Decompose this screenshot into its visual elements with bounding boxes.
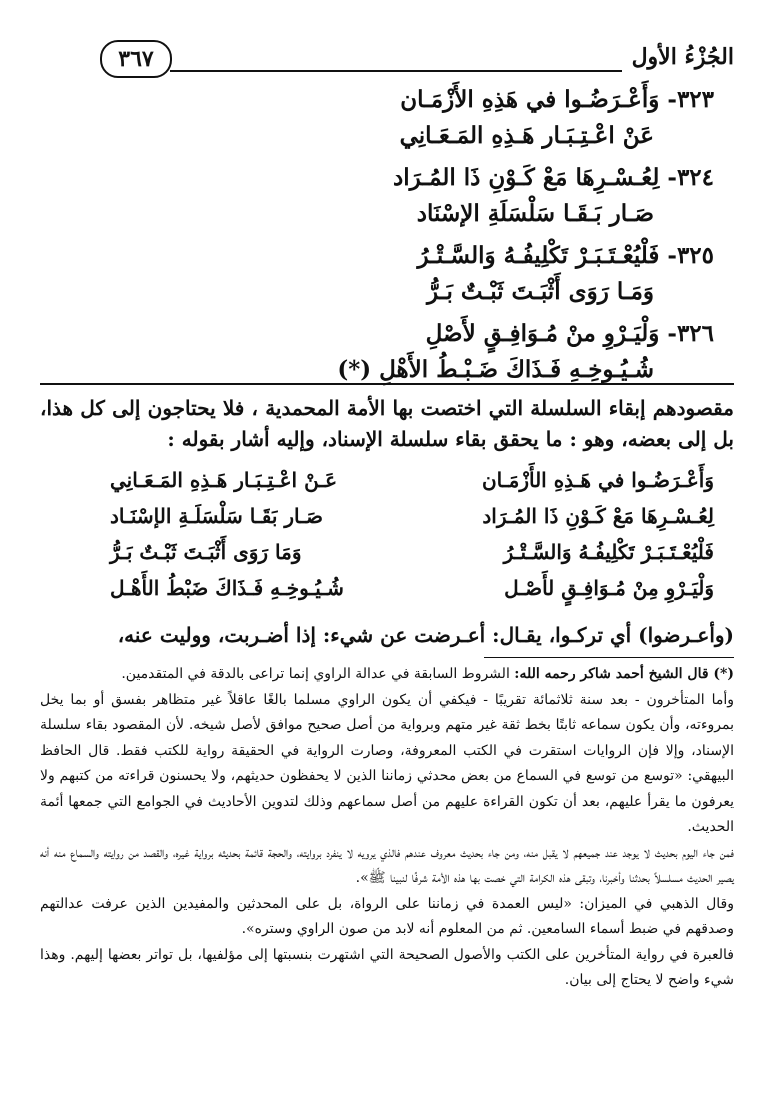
verse <box>120 86 714 164</box>
poem-row <box>110 504 714 540</box>
verse-line-2: وَمَـا رَوَى أَثْبَـتَ ثَبْـتٌ بَـرُّ <box>427 278 654 305</box>
hemistich-right: وَأَعْـرَضُـوا في هَـذِهِ الأَزْمَـان <box>481 468 714 492</box>
poem-row <box>110 468 714 504</box>
verse-number: ٣٢٥- <box>667 242 714 269</box>
verse <box>120 242 714 320</box>
part-title: الجُزْءُ الأول <box>631 44 734 70</box>
page-number: ٣٦٧ <box>100 40 172 78</box>
footnote-author: (*) قال الشيخ أحمد شاكر رحمه الله: <box>514 666 734 682</box>
footnote-rule <box>484 657 734 658</box>
verse-line-1: لِعُـسْـرِهَا مَعْ كَـوْنِ ذَا المُـرَاد <box>393 164 660 191</box>
commentary-paragraph: مقصودهم إبقاء السلسلة التي اختصت بها الأمة المحمدية ، فلا يحتاجون إلى كل هذا، بل إلى بعضه، وهو : ما يحقق بقاء سلسلة الإسناد، وإليه أشار بقوله : <box>40 396 734 451</box>
verse-number: ٣٢٦- <box>667 320 714 347</box>
commentary <box>40 393 734 455</box>
poem-row <box>110 576 714 612</box>
verse-line-2: صَـار بَـقَـا سَلْسَلَةِ الإسْنَاد <box>416 200 654 227</box>
verse <box>120 320 714 398</box>
footnote-paragraph <box>40 662 734 688</box>
hemistich-left: صَـار بَقَـا سَلْسَلَـةِ الإسْنَـاد <box>110 504 323 528</box>
hemistich-left: وَمَا رَوَى أَثْبَـتَ ثَبْـتٌ بَـرُّ <box>110 540 302 564</box>
verse-number: ٣٢٣- <box>667 86 714 113</box>
verse-line-1: وَأَعْـرَضُـوا في هَذِهِ الأَزْمَـان <box>400 86 660 113</box>
main-verses <box>120 86 714 398</box>
page-header <box>100 40 734 80</box>
verse-number: ٣٢٤- <box>667 164 714 191</box>
hemistich-right: فَلْيُعْـتَـبَـرْ تَكْلِيفُـهُ وَالسَّـتْـرُ <box>503 540 714 564</box>
footnote-paragraph: فالعبرة في رواية المتأخرين على الكتب والأصول الصحيحة التي اشتهرت بنسبتها إلى مؤلفيها، بل تواتر بعضها إليهم. وهذا شيء واضح لا يحتاج إلى بيان. <box>40 946 734 988</box>
header-rule <box>170 70 622 72</box>
footnote-paragraph: فمن جاء اليوم بحديث لا يوجد عند جميعهم لا يقبل منه، ومن جاء بحديث معروف عندهم فالذي يرويه لا ينفرد بروايته، والحجة قائمة بحديثه برواية غيره، والقصد من روايته والسماع منه أنه يصير الحديث مسلسلاً بحدثنا وأخبرنا، وتبقى هذه الكرامة التي خصت بها هذه الأمة شرفًا لنبينا ﷺ». <box>40 844 734 886</box>
verse-line-1: وَلْيَـرْوِ منْ مُـوَافِـقٍ لأَصْلِ <box>425 320 660 347</box>
verse <box>120 164 714 242</box>
section-divider <box>40 383 734 385</box>
poem-row <box>110 540 714 576</box>
commentary-continuation: (وأعـرضوا) أي تركـوا، يقـال: أعـرضت عن شيء: إذا أضـربت، ووليت عنه، <box>117 623 734 647</box>
hemistich-right: وَلْيَـرْوِ مِنْ مُـوَافِـقٍ لأَصْـل <box>504 576 714 600</box>
verse-line-2: شُـيُـوخِـهِ فَـذَاكَ ضَـبْـطُ الأَهْلِ (*) <box>337 356 654 383</box>
footnote-paragraph: وأما المتأخرون - بعد سنة ثلاثمائة تقريبًا - فيكفي أن يكون الراوي مسلما بالغًا عاقلاً غير متظاهر بفسق أو بما يخل بمروءته، وأن يكون سماعه ثابتًا بخط ثقة غير متهم وبرواية من أصل صحيح موافق لأصل شيخه. لأن المقصود بقاء سلسلة الإسناد، وإلا فإن الروايات استقرت في الكتب المعروفة، وصارت الرواية في الحقيقة رواية للكتب فقط. قال الحافظ البيهقي: «توسع من توسع في السماع من بعض محدثي زماننا الذين لا يحفظون حديثهم، ولا يحسنون قراءته من كتبهم ولا يعرفون ما يقرأ عليهم، بعد أن تكون القراءة عليهم من أصل سماعهم وذلك لتدوين الأحاديث في الجوامع التي جمعها أئمة الحديث. <box>40 691 734 835</box>
verse-line-1: فَلْيُعْـتَـبَـرْ تَكْلِيفُـهُ وَالسَّـتْـرُ <box>417 242 660 269</box>
poem-repeat <box>110 468 714 612</box>
hemistich-left: عَـنْ اعْـتِـبَـار هَـذِهِ المَـعَـانِي <box>110 468 338 492</box>
footnote-paragraph: وقال الذهبي في الميزان: «ليس العمدة في زماننا على الرواة، بل على المحدثين والمفيدين الذين عرفت عدالتهم وصدقهم في ضبط أسماء السامعين. ثم من المعلوم أنه لابد من صون الراوي وستره». <box>40 895 734 937</box>
verse-line-2: عَنْ اعْـتِـبَـار هَـذِهِ المَـعَـانِي <box>399 122 654 149</box>
footnotes <box>40 662 734 994</box>
hemistich-right: لِعُـسْـرِهَا مَعْ كَـوْنِ ذَا المُـرَاد <box>482 504 714 528</box>
hemistich-left: شُـيُـوخِـهِ فَـذَاكَ ضَبْطُ الأَهْـل <box>110 576 344 600</box>
footnote-text: الشروط السابقة في عدالة الراوي إنما تراعى بالدقة في المتقدمين. <box>121 666 510 682</box>
